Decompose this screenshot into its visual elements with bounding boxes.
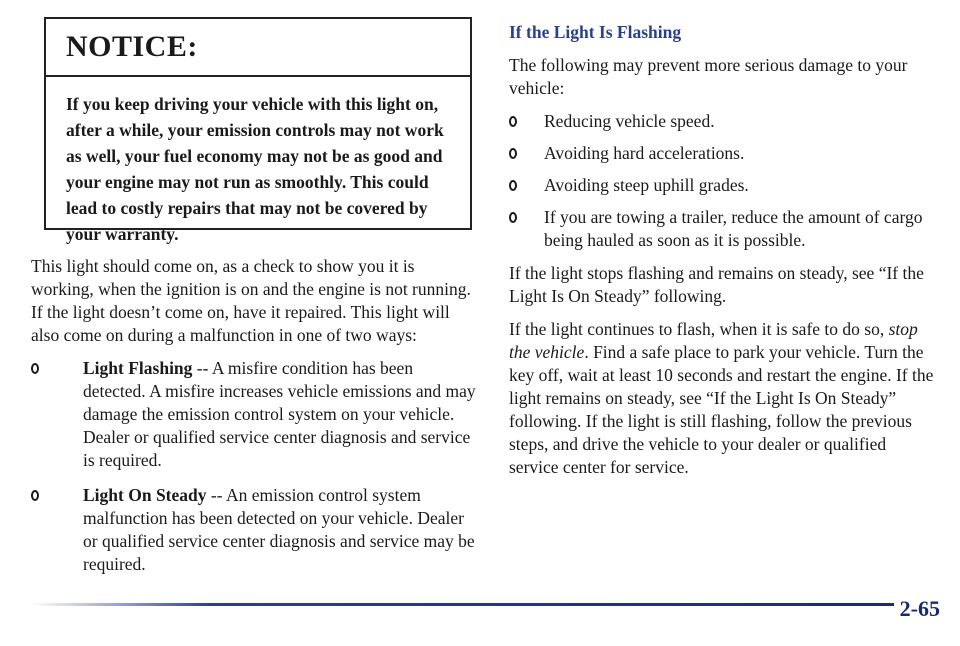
page-number: 2-65 [894,596,940,622]
list-item-text: Reducing vehicle speed. [544,111,715,131]
continue-flash-paragraph [509,318,934,479]
list-item-text: If you are towing a trailer, reduce the amount of cargo being hauled as soon as it is possible. [544,207,923,250]
list-item-term: Light On Steady [83,485,207,505]
list-item [509,206,934,252]
bullet-icon [31,363,39,374]
notice-title: NOTICE: [46,19,470,77]
bullet-icon [509,212,517,223]
intro-paragraph: The following may prevent more serious damage to your vehicle: [509,55,908,98]
section-heading: If the Light Is Flashing [509,22,682,42]
paragraph-text: If the light continues to flash, when it is safe to do so, [509,319,889,339]
bullet-icon [509,116,517,127]
list-item-text: Avoiding hard accelerations. [544,143,745,163]
notice-box [44,17,472,244]
prevention-list [509,110,934,252]
list-item-text: -- An emission control system malfunction has been detected on your vehicle. Dealer or qualified service center diagnosis and service may be required. [83,485,475,574]
light-mode-list [31,357,476,576]
bullet-icon [509,180,517,191]
list-item [31,484,476,576]
paragraph-text: . Find a safe place to park your vehicle. Turn the key off, wait at least 10 seconds and restart the engine. If the light remains on steady, see “If the Light Is On Steady” following. If the light is still flashing, follow the previous steps, and drive the vehicle to your dealer or qualified service center for service. [509,342,934,477]
footer-rule [32,603,928,606]
list-item [31,357,476,472]
steady-paragraph: If the light stops flashing and remains on steady, see “If the Light Is On Steady” following. [509,263,924,306]
intro-paragraph: This light should come on, as a check to show you it is working, when the ignition is on and the engine is not running. If the light doesn’t come on, have it repaired. This light will also come on during a malfunction in one of two ways: [31,256,471,345]
list-item-text: -- A misfire condition has been detected. A misfire increases vehicle emissions and may damage the emission control system on your vehicle. Dealer or qualified service center diagnosis and service is required. [83,358,476,470]
notice-text: If you keep driving your vehicle with this light on, after a while, your emission controls may not work as well, your fuel economy may not be as good and your engine may not run as smoothly. This could lead to costly repairs that may not be covered by your warranty. [66,94,444,244]
bullet-icon [31,490,39,501]
list-item [509,142,934,165]
right-column [509,21,934,489]
list-item [509,174,934,197]
left-column [31,255,476,588]
bullet-icon [509,148,517,159]
list-item [509,110,934,133]
list-item-term: Light Flashing [83,358,193,378]
list-item-text: Avoiding steep uphill grades. [544,175,749,195]
emphasis-text: stop the vehicle [509,319,918,362]
